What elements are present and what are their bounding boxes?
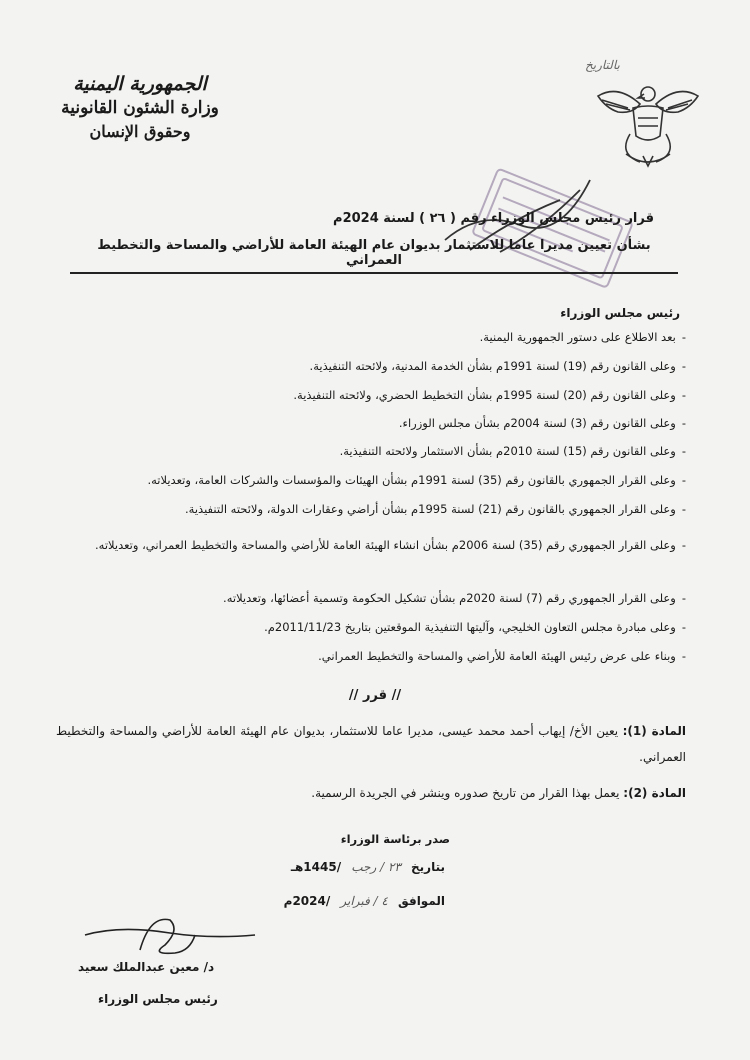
recital-item: -وعلى القانون رقم (3) لسنة 2004م بشأن مجلس الوزراء. xyxy=(398,416,686,430)
signature-icon xyxy=(80,905,260,960)
hijri-date: بتاريخ ٢٣ / رجب /1445هـ xyxy=(290,860,445,874)
article-label: المادة (2): xyxy=(623,786,686,800)
issued-by: صدر برئاسة الوزراء xyxy=(340,832,450,846)
recital-item: -وعلى القرار الجمهوري بالقانون رقم (21) لسنة 1995م بشأن أراضي وعقارات الدولة، ولائحته التنفيذية. xyxy=(185,502,686,516)
article-2 xyxy=(56,780,686,806)
recital-item: -وعلى القانون رقم (20) لسنة 1995م بشأن التخطيط الحضري، ولائحته التنفيذية. xyxy=(293,388,686,402)
signatory-title: رئيس مجلس الوزراء xyxy=(98,992,218,1006)
eagle-emblem-icon xyxy=(588,74,708,174)
recital-item: -وبناء على عرض رئيس الهيئة العامة للأراضي والمساحة والتخطيط العمراني. xyxy=(318,649,686,663)
ministry-header xyxy=(40,72,240,144)
recital-item: -وعلى القانون رقم (15) لسنة 2010م بشأن الاستثمار ولائحته التنفيذية. xyxy=(339,444,686,458)
decree-title: قرار رئيس مجلس الوزراء رقم ( ٢٦ ) لسنة 2024م xyxy=(333,211,654,226)
recital-item: -بعد الاطلاع على دستور الجمهورية اليمنية. xyxy=(479,330,686,344)
ministry-name-line1: وزارة الشئون القانونية xyxy=(61,98,219,118)
gregorian-date: الموافق ٤ / فبراير /2024م xyxy=(283,894,445,908)
recital-item: -وعلى القرار الجمهوري رقم (35) لسنة 2006م بشأن انشاء الهيئة العامة للأراضي والمساحة والتخطيط العمراني، وتعديلاته. xyxy=(95,538,686,552)
decree-subject: بشأن تعيين مديرا عاما للاستثمار بديوان عام الهيئة العامة للأراضي والمساحة والتخطيط العمراني xyxy=(70,238,678,274)
recital-item: -وعلى القانون رقم (19) لسنة 1991م بشأن الخدمة المدنية، ولائحته التنفيذية. xyxy=(309,359,686,373)
recital-item: -وعلى القرار الجمهوري رقم (7) لسنة 2020م بشأن تشكيل الحكومة وتسمية أعضائها، وتعديلاته. xyxy=(223,591,686,605)
article-label: المادة (1): xyxy=(622,724,686,738)
recital-item: -وعلى مبادرة مجلس التعاون الخليجي، وآليتها التنفيذية الموقعتين بتاريخ 2011/11/23م. xyxy=(264,620,686,634)
article-text: يعمل بهذا القرار من تاريخ صدوره وينشر في الجريدة الرسمية. xyxy=(311,786,620,800)
signatory-name: د/ معين عبدالملك سعيد xyxy=(78,960,215,974)
handwritten-note: بالتاريخ xyxy=(585,58,620,72)
recital-item: -وعلى القرار الجمهوري بالقانون رقم (35) لسنة 1991م بشأن الهيئات والمؤسسات والشركات العامة، وتعديلاته. xyxy=(147,473,686,487)
ministry-name-line2: وحقوق الإنسان xyxy=(89,122,191,141)
authority-heading: رئيس مجلس الوزراء xyxy=(560,306,680,320)
article-1 xyxy=(56,718,686,770)
article-text: يعين الأخ/ إيهاب أحمد محمد عيسى، مديرا عاما للاستثمار، بديوان عام الهيئة العامة للأراضي والمساحة والتخطيط العمراني. xyxy=(56,724,686,764)
decides-heading: // قرر // xyxy=(348,688,402,703)
republic-name: الجمهورية اليمنية xyxy=(73,73,207,95)
